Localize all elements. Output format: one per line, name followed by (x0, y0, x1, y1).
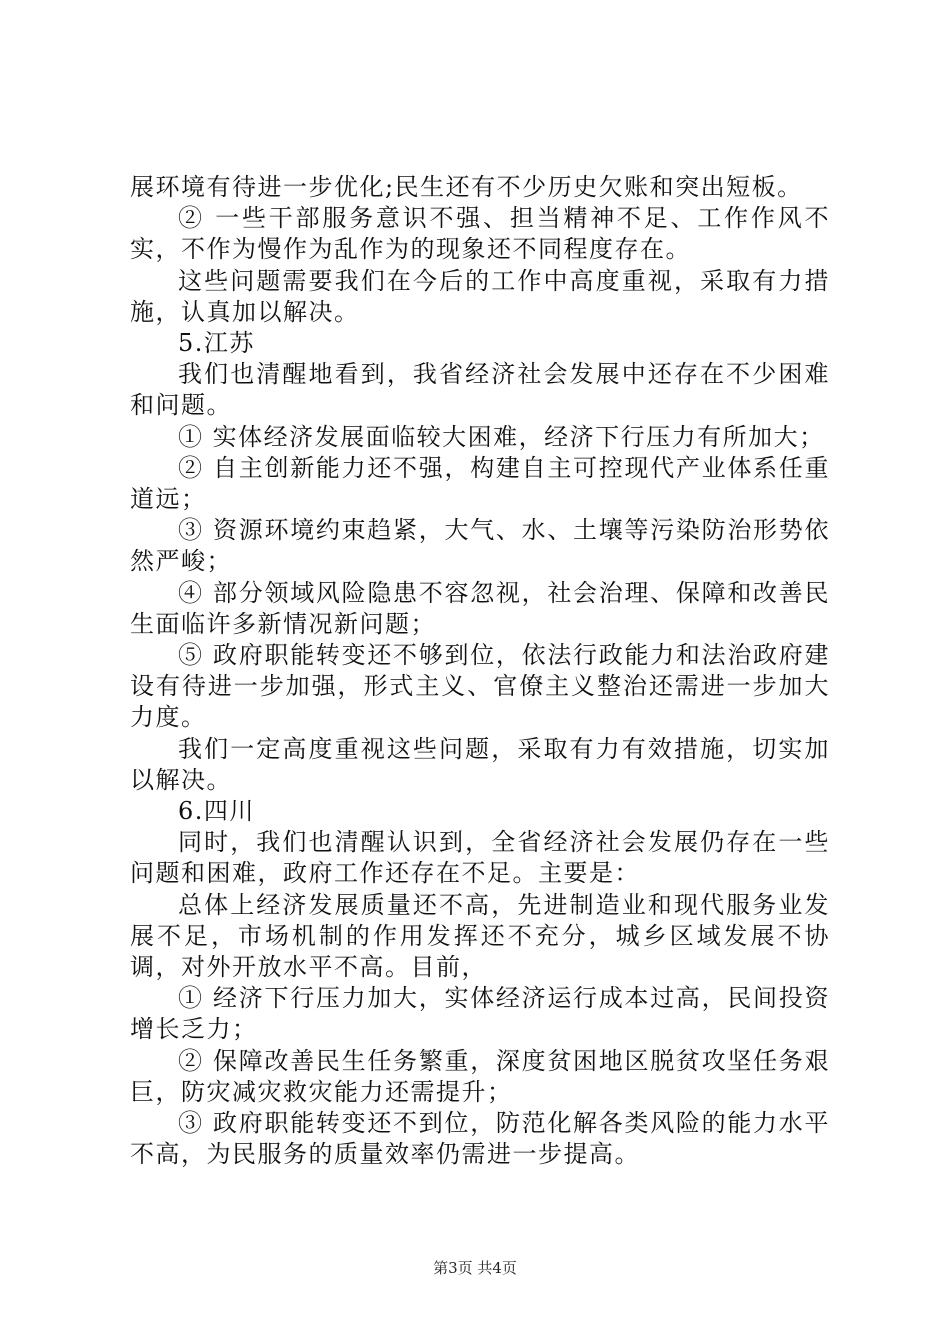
paragraph: 总体上经济发展质量还不高，先进制造业和现代服务业发展不足，市场机制的作用发挥还不充分，城乡区域发展不协调，对外开放水平不高。目前， (130, 890, 830, 982)
paragraph: 展环境有待进一步优化;民生还有不少历史欠账和突出短板。 (130, 173, 803, 201)
list-item: ② 保障改善民生任务繁重，深度贫困地区脱贫攻坚任务艰巨，防灾减灾救灾能力还需提升； (130, 1046, 830, 1106)
page-footer: 第3页 共4页 (433, 1259, 517, 1277)
list-item: ③ 政府职能转变还不到位，防范化解各类风险的能力水平不高，为民服务的质量效率仍需进一步提高。 (130, 1109, 830, 1169)
section-heading-sichuan: 6.四川 (178, 797, 255, 826)
list-item: ① 实体经济发展面临较大困难，经济下行压力有所加大； (178, 422, 825, 451)
list-item: ③ 资源环境约束趋紧，大气、水、土壤等污染防治形势依然严峻； (130, 516, 830, 576)
list-item: ① 经济下行压力加大，实体经济运行成本过高，民间投资增长乏力； (130, 984, 830, 1044)
list-item: ② 自主创新能力还不强，构建自主可控现代产业体系任重道远； (130, 453, 830, 514)
paragraph: ② 一些干部服务意识不强、担当精神不足、工作作风不实，不作为慢作为乱作为的现象还不同程度存在。 (130, 204, 830, 264)
paragraph: 这些问题需要我们在今后的工作中高度重视，采取有力措施，认真加以解决。 (130, 266, 830, 326)
paragraph: 同时，我们也清醒认识到，全省经济社会发展仍存在一些问题和困难，政府工作还存在不足。主要是： (130, 828, 830, 888)
list-item: ④ 部分领域风险隐患不容忽视，社会治理、保障和改善民生面临许多新情况新问题； (130, 578, 830, 638)
list-item: ⑤ 政府职能转变还不够到位，依法行政能力和法治政府建设有待进一步加强，形式主义、官僚主义整治还需进一步加大力度。 (130, 641, 830, 732)
document-body (130, 172, 830, 1171)
paragraph: 我们也清醒地看到，我省经济社会发展中还存在不少困难和问题。 (130, 360, 830, 420)
paragraph: 我们一定高度重视这些问题，采取有力有效措施，切实加以解决。 (130, 734, 830, 794)
section-heading-jiangsu: 5.江苏 (178, 329, 255, 358)
